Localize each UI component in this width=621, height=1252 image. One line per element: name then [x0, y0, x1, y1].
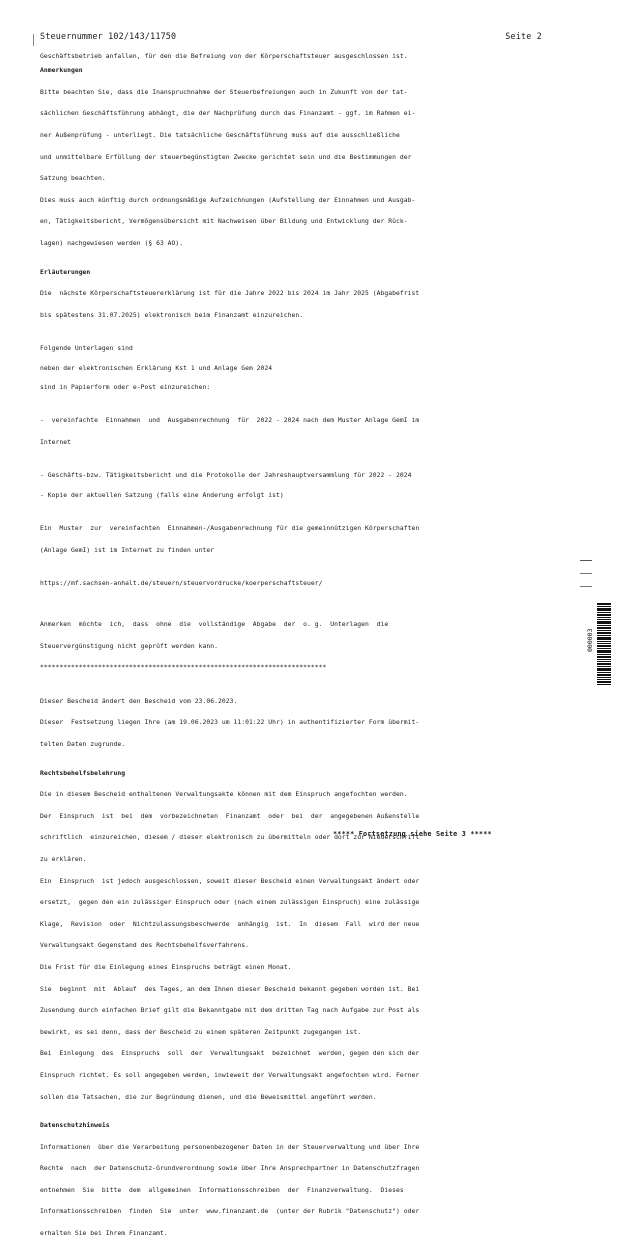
margin-line: [33, 34, 34, 46]
margin-code: 000003: [586, 628, 594, 652]
page-number: Seite 2: [505, 31, 542, 41]
tax-number: Steuernummer 102/143/11750: [40, 31, 177, 41]
intro-text: Geschäftsbetrieb anfallen, für den die Befreiung von der Körperschaftsteuer ausgeschlossen ist.: [40, 53, 408, 60]
barcode: [597, 603, 611, 699]
document-body: [40, 53, 540, 1252]
completeness-note: Anmerken möchte ich, dass ohne die vollständige Abgabe der o. g. Unterlagen die Steuervergünstigung nicht geprüft werden kann.: [40, 621, 389, 650]
document-item-1: - vereinfachte Einnahmen und Ausgabenrechnung für 2022 - 2024 nach dem Muster Anlage GemI im Internet: [40, 417, 420, 446]
privacy-heading: Datenschutzhinweis: [40, 1122, 110, 1130]
explanations-heading: Erläuterungen: [40, 268, 91, 276]
remarks-text: Bitte beachten Sie, dass die Inanspruchnahme der Steuerbefreiungen auch in Zukunft von der tat- sächlichen Geschäftsführung abhängt, die der Nachprüfung durch das Finanzamt - ggf. im Rahmen ei- ner Außenprüfung - unterliegt. Die tatsächliche Geschäftsführung muss auf die ausschließliche und unmittelbare Erfüllung der steuerbegünstigten Zwecke gerichtet sein und die Bestimmungen der Satzung beachten. Dies muss auch künftig durch ordnungsmäßige Aufzeichnungen (Aufstellung der Einnahmen und Ausgab- en, Tätigkeitsbericht, Vermögensübersicht mit Nachweisen über Bildung und Entwicklung der Rück- lagen) nachgewiesen werden (§ 63 AO).: [40, 88, 416, 247]
privacy-text: Informationen über die Verarbeitung personenbezogener Daten in der Steuerverwaltung und über Ihre Rechte nach der Datenschutz-Grundverordnung sowie über Ihre Ansprechpartner in Datenschutzfragen entnehmen Sie bitte dem allgemeinen Informationsschreiben der Finanzverwaltung. Dieses Informationsschreiben finden Sie unter www.finanzamt.de (unter der Rubrik "Datenschutz") oder erhalten Sie bei Ihrem Finanzamt.: [40, 1143, 420, 1238]
remarks-heading: Anmerkungen: [40, 67, 83, 75]
page-header: [40, 31, 542, 43]
template-url: https://mf.sachsen-anhalt.de/steuern/steuervordrucke/koerperschaftsteuer/: [40, 580, 323, 588]
template-note: Ein Muster zur vereinfachten Einnahmen-/Ausgabenrechnung für die gemeinnützigen Körperschaften (Anlage GemI) ist im Internet zu finden unter: [40, 525, 420, 554]
document-item-3: - Kopie der aktuellen Satzung (falls eine Änderung erfolgt ist): [40, 491, 284, 499]
documents-intro: Folgende Unterlagen sind: [40, 345, 133, 353]
documents-electronic: neben der elektronischen Erklärung Kst 1 und Anlage Gem 2024: [40, 364, 273, 372]
documents-paper: sind in Papierform oder e-Post einzureichen:: [40, 383, 211, 391]
fold-mark: [580, 586, 592, 587]
continuation-footer: ***** Fortsetzung siehe Seite 3 *****: [333, 830, 492, 838]
fold-mark: [580, 560, 592, 561]
explanations-text: Die nächste Körperschaftsteuererklärung ist für die Jahre 2022 bis 2024 im Jahr 2025 (Abgabefrist bis spätestens 31.07.2025) elektronisch beim Finanzamt einzureichen.: [40, 290, 420, 319]
amendment-text: Dieser Bescheid ändert den Bescheid vom 23.06.2023. Dieser Festsetzung liegen Ihre (am 19.06.2023 um 11:01:22 Uhr) in authentifizierter Form übermit- telten Daten zugrunde.: [40, 697, 420, 748]
star-divider: **************************************************************************: [40, 664, 327, 672]
legal-heading: Rechtsbehelfsbelehrung: [40, 769, 126, 777]
fold-mark: [580, 573, 592, 574]
document-item-2: - Geschäfts-bzw. Tätigkeitsbericht und die Protokolle der Jahreshauptversammlung für 2022 - 2024: [40, 472, 412, 480]
legal-text: Die in diesem Bescheid enthaltenen Verwaltungsakte können mit dem Einspruch angefochten werden. Der Einspruch ist bei dem vorbezeichneten Finanzamt oder bei der angegebenen Außenstelle schriftlich einzureichen, diesem / dieser elektronisch zu übermitteln oder dort zur Niederschrift zu erklären. Ein Einspruch ist jedoch ausgeschlossen, soweit dieser Bescheid einen Verwaltungsakt ändert oder ersetzt, gegen den ein zulässiger Einspruch oder (nach einem zulässigen Einspruch) eine zulässige Klage, Revision oder Nichtzulassungsbeschwerde anhängig ist. In diesem Fall wird der neue Verwaltungsakt Gegenstand des Rechtsbehelfsverfahrens. Die Frist für die Einlegung eines Einspruchs beträgt einen Monat. Sie beginnt mit Ablauf des Tages, an dem Ihnen dieser Bescheid bekannt gegeben worden ist. Bei Zusendung durch einfachen Brief gilt die Bekanntgabe mit dem dritten Tag nach Aufgabe zur Post als bewirkt, es sei denn, dass der Bescheid zu einem späteren Zeitpunkt zugegangen ist. Bei Einlegung des Einspruchs soll der Verwaltungsakt bezeichnet werden, gegen den sich der Einspruch richtet. Es soll angegeben werden, inwieweit der Verwaltungsakt angefochten wird. Ferner sollen die Tatsachen, die zur Begründung dienen, und die Beweismittel angeführt werden.: [40, 791, 420, 1101]
